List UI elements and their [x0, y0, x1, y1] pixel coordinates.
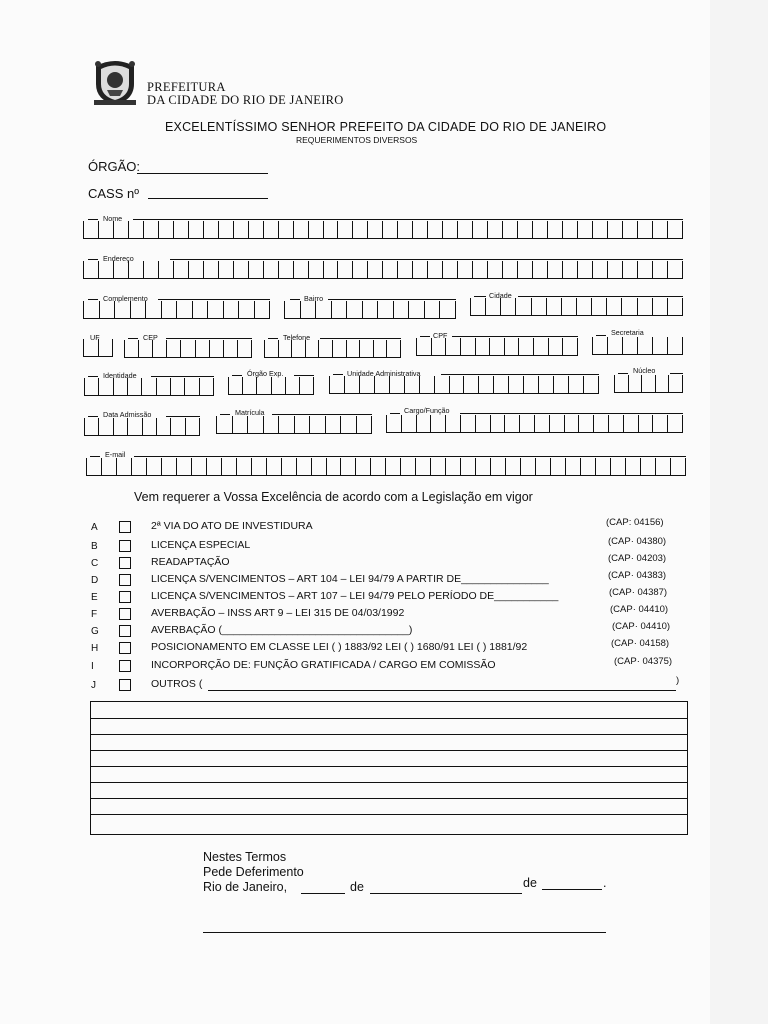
closing-de1: de: [350, 880, 364, 894]
data-admissao-boxes[interactable]: [84, 418, 200, 436]
cargo-funcao-label: Cargo/Função: [404, 406, 450, 415]
option-checkbox-g[interactable]: [119, 625, 131, 637]
orgao-field[interactable]: [137, 159, 268, 174]
cep-label: CEP: [143, 333, 158, 342]
option-code-j: ): [676, 675, 680, 686]
option-text-b: LICENÇA ESPECIAL: [151, 539, 251, 551]
uf-label: UF: [90, 333, 100, 342]
option-letter-g: G: [91, 626, 99, 637]
data-admissao-label: Data Admissão: [103, 410, 152, 419]
option-checkbox-i[interactable]: [119, 660, 131, 672]
orgao-exp-boxes[interactable]: [228, 377, 314, 395]
bairro-boxes[interactable]: [284, 301, 456, 319]
notes-lined-box[interactable]: [90, 701, 688, 835]
option-checkbox-b[interactable]: [119, 540, 131, 552]
option-checkbox-c[interactable]: [119, 557, 131, 569]
option-text-h: POSICIONAMENTO EM CLASSE LEI ( ) 1883/92 LEI ( ) 1680/91 LEI ( ) 1881/92: [151, 641, 528, 653]
nucleo-boxes[interactable]: [614, 375, 683, 393]
option-code-d: (CAP· 04383): [608, 570, 667, 581]
option-letter-e: E: [91, 592, 98, 603]
complemento-label: Complemento: [103, 294, 148, 303]
secretaria-boxes[interactable]: [592, 337, 683, 355]
year-field[interactable]: [542, 875, 602, 890]
matricula-label: Matrícula: [235, 408, 265, 417]
closing-line2: Pede Deferimento: [203, 865, 304, 879]
month-field[interactable]: [370, 879, 522, 894]
document-subtitle: REQUERIMENTOS DIVERSOS: [296, 135, 418, 145]
telefone-label: Telefone: [283, 333, 311, 342]
endereco-label: Endereço: [103, 254, 134, 263]
option-text-c: READAPTAÇÃO: [151, 556, 230, 568]
uf-boxes[interactable]: [83, 339, 113, 357]
cep-boxes[interactable]: [124, 340, 252, 358]
request-intro: Vem requerer a Vossa Excelência de acordo com a Legislação em vigor: [134, 490, 533, 504]
option-text-e: LICENÇA S/VENCIMENTOS – ART 107 – LEI 94/79 PELO PERÍODO DE___________: [151, 590, 559, 602]
org-name-line1: PREFEITURA: [147, 80, 226, 94]
option-code-h: (CAP· 04158): [611, 638, 670, 649]
nome-label: Nome: [103, 214, 123, 223]
cidade-label: Cidade: [489, 291, 512, 300]
unidade-adm-boxes[interactable]: [329, 376, 599, 394]
option-letter-i: I: [91, 661, 94, 672]
option-code-b: (CAP· 04380): [608, 536, 667, 547]
option-code-g: (CAP· 04410): [612, 621, 671, 632]
orgao-label: ÓRGÃO:: [88, 159, 141, 174]
option-letter-d: D: [91, 575, 99, 586]
outros-field[interactable]: [208, 690, 676, 691]
closing-period: .: [603, 876, 607, 890]
cass-field[interactable]: [148, 184, 268, 199]
option-checkbox-h[interactable]: [119, 642, 131, 654]
option-letter-f: F: [91, 609, 98, 620]
option-code-a: (CAP: 04156): [606, 517, 664, 528]
option-checkbox-d[interactable]: [119, 574, 131, 586]
cass-label: CASS nº: [88, 186, 139, 201]
option-text-d: LICENÇA S/VENCIMENTOS – ART 104 – LEI 94/79 A PARTIR DE_______________: [151, 573, 549, 585]
option-checkbox-f[interactable]: [119, 608, 131, 620]
option-text-g: AVERBAÇÃO (________________________________): [151, 624, 413, 636]
identidade-label: Identidade: [103, 371, 137, 380]
secretaria-label: Secretaria: [611, 328, 644, 337]
option-letter-a: A: [91, 522, 98, 533]
email-boxes[interactable]: [86, 458, 686, 476]
nucleo-label: Núcleo: [633, 366, 656, 375]
cidade-boxes[interactable]: [470, 298, 683, 316]
email-label: E-mail: [105, 450, 126, 459]
option-text-i: INCORPORÇÃO DE: FUNÇÃO GRATIFICADA / CARGO EM COMISSÃO: [151, 659, 496, 671]
option-letter-c: C: [91, 558, 99, 569]
matricula-boxes[interactable]: [216, 416, 372, 434]
option-text-f: AVERBAÇÃO – INSS ART 9 – LEI 315 DE 04/03/1992: [151, 607, 405, 619]
closing-city: Rio de Janeiro,: [203, 880, 288, 894]
option-letter-h: H: [91, 643, 99, 654]
option-text-j: OUTROS (: [151, 678, 203, 690]
document-title: EXCELENTÍSSIMO SENHOR PREFEITO DA CIDADE DO RIO DE JANEIRO: [165, 120, 607, 134]
option-code-i: (CAP· 04375): [614, 656, 673, 667]
option-checkbox-a[interactable]: [119, 521, 131, 533]
signature-line[interactable]: [203, 932, 606, 933]
option-checkbox-e[interactable]: [119, 591, 131, 603]
cpf-boxes[interactable]: [416, 338, 578, 356]
endereco-boxes[interactable]: [83, 261, 683, 279]
option-letter-j: J: [91, 680, 96, 691]
city-seal-logo: [92, 56, 138, 106]
orgao-exp-label: Órgão Exp.: [247, 369, 284, 378]
bairro-label: Bairro: [304, 294, 324, 303]
complemento-boxes[interactable]: [83, 301, 270, 319]
option-code-e: (CAP· 04387): [609, 587, 668, 598]
option-letter-b: B: [91, 541, 98, 552]
option-checkbox-j[interactable]: [119, 679, 131, 691]
option-code-f: (CAP· 04410): [610, 604, 669, 615]
unidade-adm-label: Unidade Administrativa: [347, 369, 421, 378]
day-field[interactable]: [301, 879, 345, 894]
org-name-line2: DA CIDADE DO RIO DE JANEIRO: [147, 93, 344, 107]
closing-line1: Nestes Termos: [203, 850, 287, 864]
nome-boxes[interactable]: [83, 221, 683, 239]
closing-de2: de: [523, 876, 537, 890]
identidade-boxes[interactable]: [84, 378, 214, 396]
cargo-funcao-boxes[interactable]: [386, 415, 683, 433]
cpf-label: CPF: [433, 331, 448, 340]
option-code-c: (CAP· 04203): [608, 553, 667, 564]
option-text-a: 2ª VIA DO ATO DE INVESTIDURA: [151, 520, 313, 532]
telefone-boxes[interactable]: [264, 340, 401, 358]
